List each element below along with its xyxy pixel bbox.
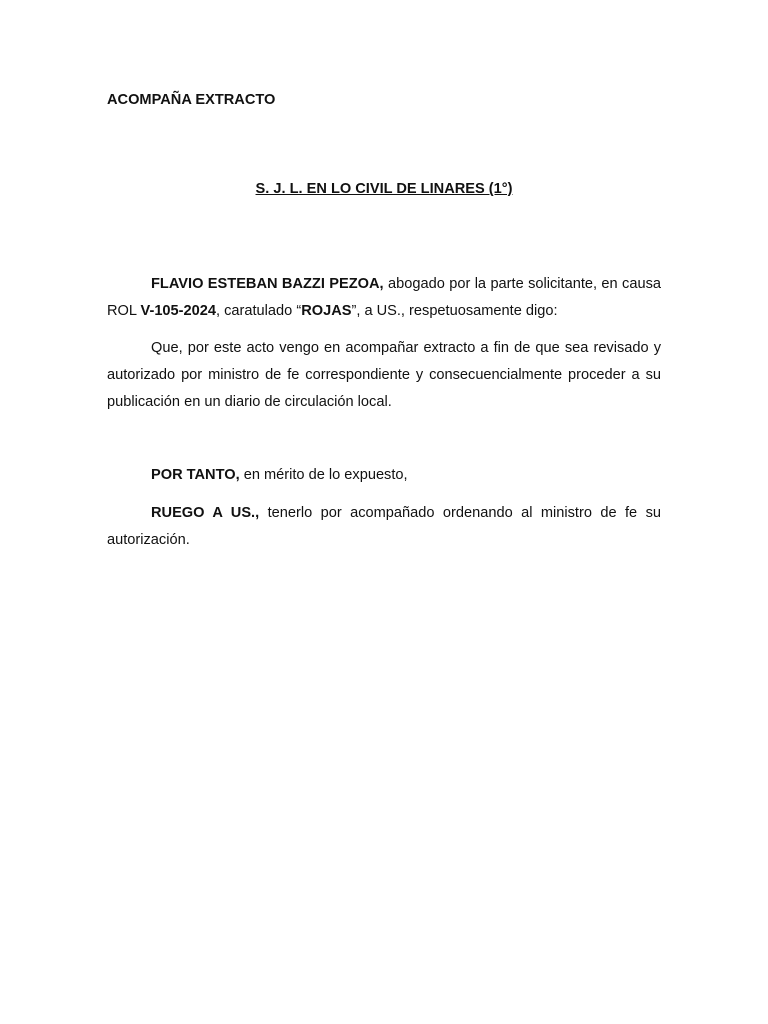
- paragraph-text: ”, a US., respetuosamente digo:: [351, 303, 558, 319]
- case-rol: V-105-2024: [140, 303, 216, 319]
- document-heading: ACOMPAÑA EXTRACTO: [107, 92, 276, 108]
- paragraph-text: abogado por la parte solicitante, en causa ROL: [107, 276, 661, 319]
- paragraph-ruego: [107, 500, 661, 554]
- paragraph-request: Que, por este acto vengo en acompañar extracto a fin de que sea revisado y autorizado por ministro de fe correspondiente y consecuencialmente proceder a su publicación en un diario de circulación local.: [107, 340, 661, 410]
- paragraph-text: tenerlo por acompañado ordenando al ministro de fe su autorización.: [107, 505, 661, 548]
- case-caratula: ROJAS: [301, 303, 352, 319]
- lawyer-name: FLAVIO ESTEBAN BAZZI PEZOA,: [151, 276, 384, 292]
- court-title: S. J. L. EN LO CIVIL DE LINARES (1°): [255, 181, 513, 197]
- paragraph-por-tanto: [107, 462, 661, 489]
- ruego-label: RUEGO A US.,: [151, 505, 260, 521]
- paragraph-appearance: [107, 271, 661, 325]
- paragraph-text: en mérito de lo expuesto,: [239, 467, 408, 483]
- por-tanto-label: POR TANTO,: [151, 467, 240, 483]
- paragraph-text: , caratulado “: [216, 303, 302, 319]
